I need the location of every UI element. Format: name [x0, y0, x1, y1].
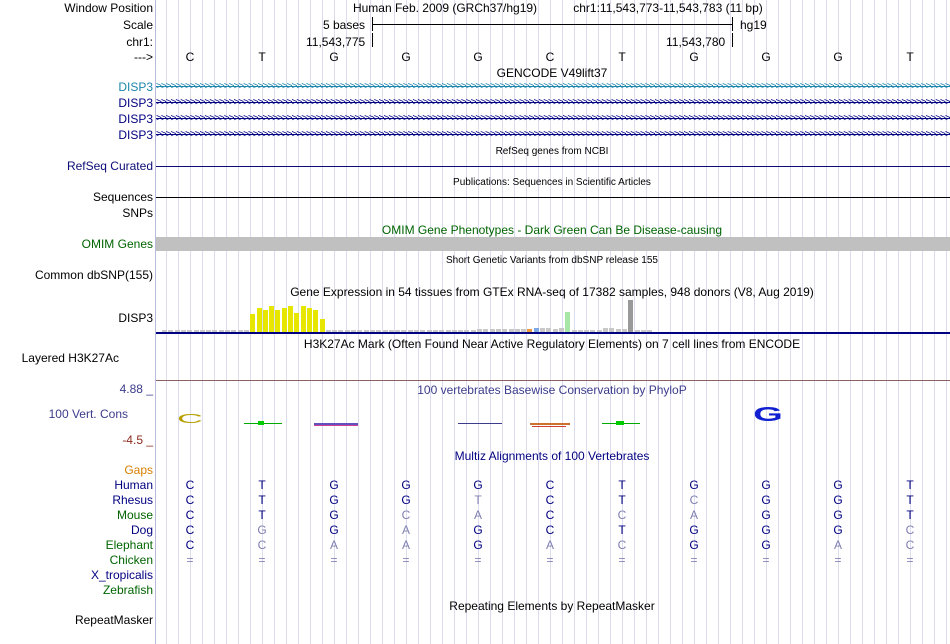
sequences-line[interactable] — [156, 197, 950, 198]
gtex-disp3-label[interactable]: DISP3 — [118, 311, 153, 325]
common-dbsnp-label[interactable]: Common dbSNP(155) — [34, 268, 153, 282]
dbsnp-track-title: Short Genetic Variants from dbSNP release 155 — [446, 255, 658, 266]
alignment-base: A — [545, 538, 555, 552]
sequences-track-title: Publications: Sequences in Scientific Articles — [453, 177, 651, 188]
alignment-base: G — [329, 523, 339, 537]
db-label: hg19 — [740, 18, 767, 32]
alignment-base: = — [618, 553, 626, 567]
alignment-base: = — [906, 553, 914, 567]
alignment-base: C — [905, 523, 915, 537]
alignment-base: C — [545, 523, 555, 537]
h3k27ac-track-title: H3K27Ac Mark (Often Found Near Active Regulatory Elements) on 7 cell lines from ENCODE — [303, 337, 801, 351]
gtex-tissue-bar[interactable] — [320, 319, 325, 332]
ruler-base: T — [906, 50, 914, 64]
alignment-base: C — [545, 493, 555, 507]
gtex-tissue-bar[interactable] — [282, 308, 287, 332]
scale-bar — [373, 24, 733, 25]
alignment-base: G — [689, 478, 699, 492]
gtex-tissue-bar[interactable] — [263, 310, 268, 332]
layered-h3k27ac-label[interactable]: Layered H3K27Ac — [21, 351, 119, 365]
alignment-base: A — [689, 508, 699, 522]
alignment-base: G — [689, 523, 699, 537]
alignment-base: T — [258, 478, 266, 492]
ruler-base: G — [401, 50, 411, 64]
alignment-base: G — [257, 523, 267, 537]
conservation-max-label: 4.88 _ — [119, 382, 153, 396]
alignment-base: G — [329, 493, 339, 507]
alignment-base: = — [474, 553, 482, 567]
cons-mark-t-peak — [258, 421, 264, 425]
scale-bar-left-tick — [372, 17, 373, 31]
species-label[interactable]: Dog — [130, 523, 153, 537]
alignment-base: = — [762, 553, 770, 567]
alignment-base: A — [329, 538, 339, 552]
alignment-base: C — [617, 508, 627, 522]
omim-gene-bar[interactable] — [156, 237, 950, 251]
multiz-track-title: Multiz Alignments of 100 Vertebrates — [454, 449, 650, 463]
chromosome-label: chr1: — [126, 35, 153, 49]
refseq-track-title: RefSeq genes from NCBI — [495, 146, 609, 157]
alignment-base: C — [185, 538, 195, 552]
alignment-base: G — [329, 478, 339, 492]
species-label[interactable]: Elephant — [105, 538, 153, 552]
track-display-area[interactable] — [156, 0, 950, 644]
track-labels-panel — [0, 0, 155, 644]
strand-arrow-label: ---> — [134, 50, 153, 64]
alignment-base: G — [473, 523, 483, 537]
alignment-base: C — [545, 508, 555, 522]
vert-cons-label[interactable]: 100 Vert. Cons — [48, 407, 128, 421]
alignment-base: C — [185, 523, 195, 537]
alignment-base: G — [401, 493, 411, 507]
coordinate-left-tick — [372, 33, 373, 47]
gtex-tissue-bar[interactable] — [275, 310, 280, 332]
scale-text: 5 bases — [323, 18, 366, 32]
alignment-base: = — [258, 553, 266, 567]
gencode-transcript-label-2[interactable]: DISP3 — [118, 96, 153, 110]
alignment-base: C — [185, 478, 195, 492]
alignment-base: C — [185, 508, 195, 522]
scale-bar-right-tick — [732, 17, 733, 31]
conservation-track-title: 100 vertebrates Basewise Conservation by PhyloP — [417, 383, 687, 397]
assembly-text: Human Feb. 2009 (GRCh37/hg19) — [352, 1, 538, 15]
alignment-base: = — [186, 553, 194, 567]
ruler-base: G — [329, 50, 339, 64]
cons-logo-C-1 — [177, 412, 203, 426]
alignment-base: C — [185, 493, 195, 507]
ruler-base: G — [833, 50, 843, 64]
gencode-transcript-label-1[interactable]: DISP3 — [118, 80, 153, 94]
omim-genes-label[interactable]: OMIM Genes — [81, 237, 153, 251]
gtex-tissue-bar[interactable] — [269, 306, 274, 332]
gencode-transcript-line — [156, 134, 950, 135]
alignment-base: T — [258, 508, 266, 522]
alignment-base: G — [761, 523, 771, 537]
alignment-base: C — [617, 538, 627, 552]
alignment-base: G — [473, 478, 483, 492]
species-label[interactable]: Mouse — [116, 508, 153, 522]
alignment-base: G — [833, 493, 843, 507]
alignment-base: G — [761, 478, 771, 492]
gencode-transcript-line — [156, 118, 950, 119]
species-label[interactable]: Rhesus — [112, 493, 153, 507]
repeatmasker-track-title: Repeating Elements by RepeatMasker — [449, 599, 655, 613]
gtex-tissue-bar[interactable] — [307, 308, 312, 332]
sequences-label[interactable]: Sequences — [92, 190, 153, 204]
alignment-base: T — [474, 493, 482, 507]
alignment-base: A — [401, 523, 411, 537]
alignment-base: G — [329, 508, 339, 522]
gaps-label[interactable]: Gaps — [124, 463, 153, 477]
refseq-curated-label[interactable]: RefSeq Curated — [66, 159, 153, 173]
species-label[interactable]: Zebrafish — [102, 583, 153, 597]
cons-mark-t2-peak — [616, 421, 624, 425]
gtex-tissue-bar[interactable] — [288, 306, 293, 332]
alignment-base: G — [833, 508, 843, 522]
alignment-base: G — [761, 538, 771, 552]
coordinate-right: 11,543,780 — [666, 35, 726, 49]
gtex-tissue-bar[interactable] — [628, 300, 633, 332]
gtex-track-title: Gene Expression in 54 tissues from GTEx RNA-seq of 17382 samples, 948 donors (V8, Aug 2019) — [290, 285, 814, 299]
gtex-tissue-bar[interactable] — [257, 308, 262, 332]
gencode-transcript-line — [156, 86, 950, 87]
coordinate-left: 11,543,775 — [306, 35, 366, 49]
gtex-gene-line — [156, 332, 950, 334]
window-position-label: Window Position — [64, 1, 153, 15]
alignment-base: T — [618, 523, 626, 537]
cons-mark-g1 — [314, 423, 358, 425]
position-text: chr1:11,543,773-11,543,783 (11 bp) — [573, 1, 763, 15]
alignment-base: C — [905, 538, 915, 552]
alignment-base: A — [473, 508, 483, 522]
alignment-base: = — [546, 553, 554, 567]
gtex-tissue-bar[interactable] — [250, 314, 255, 332]
gencode-transcript-line — [156, 102, 950, 103]
coordinate-right-tick — [732, 33, 733, 47]
alignment-base: T — [618, 478, 626, 492]
alignment-base: G — [833, 523, 843, 537]
ruler-base: T — [618, 50, 626, 64]
gencode-transcript-label-3[interactable]: DISP3 — [118, 112, 153, 126]
cons-mark-c-b — [532, 426, 566, 427]
ruler-base: G — [761, 50, 771, 64]
alignment-base: C — [689, 493, 699, 507]
repeatmasker-label[interactable]: RepeatMasker — [74, 613, 153, 627]
omim-track-title: OMIM Gene Phenotypes - Dark Green Can Be Disease-causing — [381, 223, 723, 237]
alignment-base: C — [257, 538, 267, 552]
alignment-base: G — [761, 493, 771, 507]
snps-label[interactable]: SNPs — [122, 206, 153, 220]
alignment-base: T — [906, 478, 914, 492]
gencode-transcript-label-4[interactable]: DISP3 — [118, 128, 153, 142]
gtex-tissue-bar[interactable] — [301, 306, 306, 332]
alignment-base: T — [906, 508, 914, 522]
ruler-base: T — [258, 50, 266, 64]
conservation-logos[interactable] — [156, 398, 950, 438]
alignment-base: = — [330, 553, 338, 567]
alignment-base: = — [690, 553, 698, 567]
ruler-base: G — [473, 50, 483, 64]
alignment-base: A — [401, 538, 411, 552]
ruler-base: G — [689, 50, 699, 64]
alignment-base: T — [258, 493, 266, 507]
species-label[interactable]: Chicken — [109, 553, 153, 567]
species-label[interactable]: Human — [114, 478, 153, 492]
conservation-min-label: -4.5 _ — [122, 433, 153, 447]
cons-glyph-g: G — [753, 403, 783, 426]
alignment-base: G — [401, 478, 411, 492]
alignment-base: G — [761, 508, 771, 522]
alignment-base: A — [833, 538, 843, 552]
h3k27ac-baseline — [156, 380, 950, 381]
alignment-base: C — [401, 508, 411, 522]
alignment-base: C — [545, 478, 555, 492]
cons-mark-c — [530, 423, 570, 425]
cons-glyph-c: C — [177, 411, 203, 426]
refseq-gene-line[interactable] — [156, 166, 950, 167]
scale-label: Scale — [122, 18, 153, 32]
alignment-base: G — [833, 478, 843, 492]
alignment-base: = — [402, 553, 410, 567]
species-label[interactable]: X_tropicalis — [90, 568, 153, 582]
gtex-tissue-bar[interactable] — [313, 310, 318, 332]
alignment-base: G — [689, 538, 699, 552]
alignment-base: G — [473, 538, 483, 552]
alignment-base: T — [906, 493, 914, 507]
alignment-base: = — [834, 553, 842, 567]
ruler-base: C — [185, 50, 195, 64]
cons-mark-g3 — [458, 423, 502, 424]
gtex-tissue-bar[interactable] — [565, 312, 570, 332]
gtex-expression-bars[interactable] — [156, 298, 950, 332]
ruler-base: C — [545, 50, 555, 64]
gencode-track-title: GENCODE V49lift37 — [496, 66, 608, 80]
cons-mark-g1-b — [314, 425, 358, 426]
alignment-base: T — [618, 493, 626, 507]
gtex-tissue-bar[interactable] — [294, 313, 299, 332]
